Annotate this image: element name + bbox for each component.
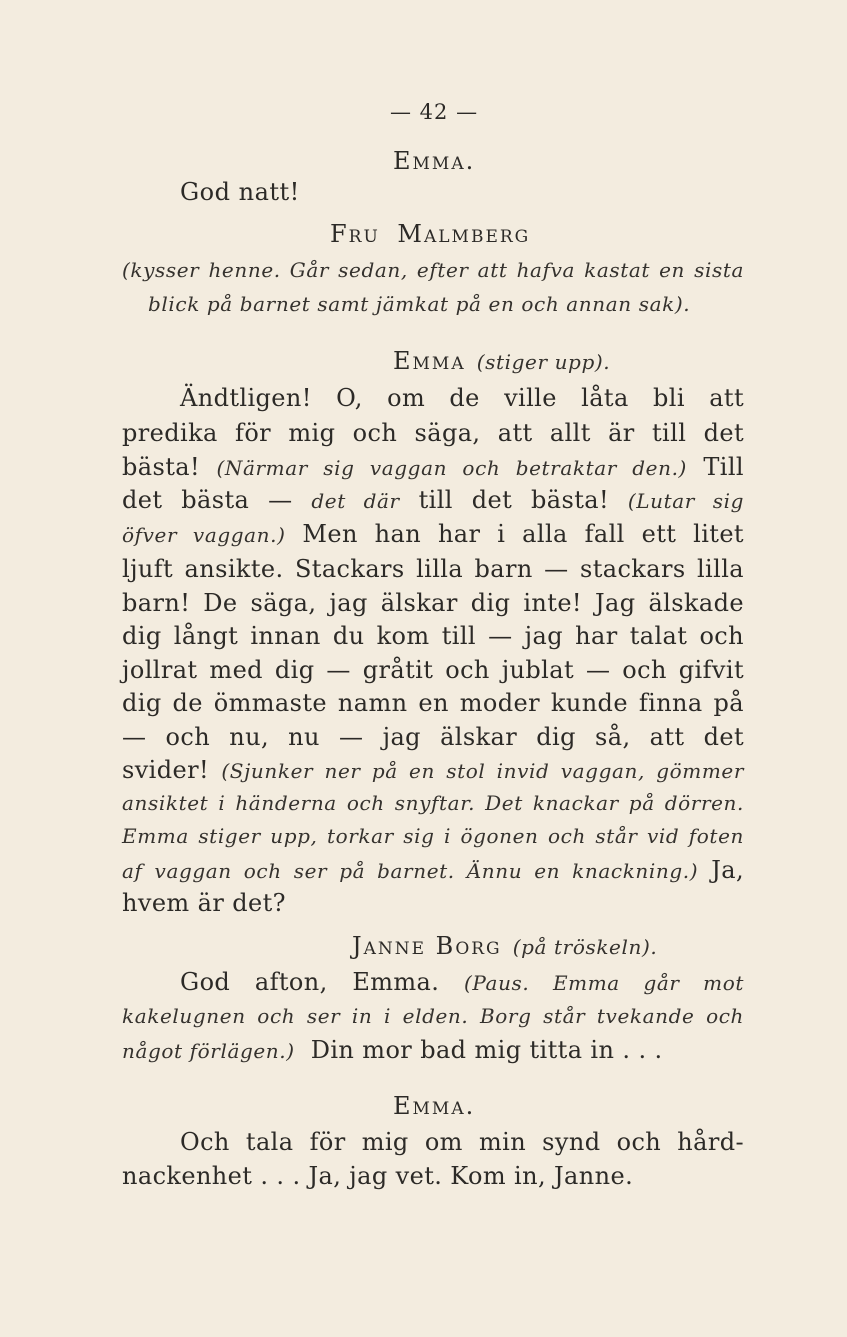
text-line: ljuft ansikte. Stackars lilla barn — stackars lilla (122, 555, 744, 583)
text-line: dig långt innan du kom till — jag har talat och (122, 622, 744, 650)
stage-direction-1: (kysser henne. Går sedan, efter att hafva kastat en sista (122, 258, 744, 282)
text-line (122, 453, 744, 481)
stage-direction: (Sjunker ner på en stol invid vaggan, gömmer (221, 759, 744, 783)
speaker-janne-borg (352, 932, 657, 960)
stage-direction: (Lutar sig (627, 489, 745, 513)
stage-direction: (Närmar sig vaggan och betraktar den.) (216, 456, 687, 480)
text-line (122, 756, 744, 784)
text-line: predika för mig och säga, att allt är till det (122, 419, 744, 447)
text-line (180, 968, 744, 996)
text-span: till det bästa! (418, 486, 609, 514)
emphasis: det där (311, 489, 400, 513)
speaker-emma-2 (393, 347, 610, 375)
text-span: God afton, Emma. (180, 968, 440, 996)
stage-direction-line: Emma stiger upp, torkar sig i ögonen och står vid foten (122, 824, 744, 848)
stage-direction-line: kakelugnen och ser in i elden. Borg står tvekande och (122, 1004, 744, 1028)
speaker-emma-1: Emma. (393, 147, 476, 175)
speaker-first-name: Fru (330, 220, 380, 248)
text-span: svider! (122, 756, 210, 784)
text-span: Men han har i alla fall ett litet (302, 520, 744, 548)
text-line (122, 856, 744, 884)
page-number: — 42 — (390, 100, 479, 124)
text-line: dig de ömmaste namn en moder kunde finna på (122, 689, 744, 717)
text-span: Ja, (711, 856, 744, 884)
stage-direction-line: ansiktet i händerna och snyftar. Det knackar på dörren. (122, 791, 744, 815)
text-line: nackenhet . . . Ja, jag vet. Kom in, Janne. (122, 1162, 634, 1190)
stage-direction-2: blick på barnet samt jämkat på en och annan sak). (148, 292, 691, 316)
text-span: det bästa — (122, 486, 293, 514)
text-line: hvem är det? (122, 889, 286, 917)
text-line (122, 486, 744, 514)
stage-direction: (stiger upp). (476, 350, 611, 374)
stage-direction: öfver vaggan.) (122, 523, 286, 547)
stage-direction: (på tröskeln). (512, 935, 658, 959)
text-line (122, 1036, 663, 1064)
text-span: bästa! (122, 453, 200, 481)
text-line: Ändtligen! O, om de ville låta bli att (180, 384, 744, 412)
text-span: Till (703, 453, 745, 481)
speaker-last-name: Malmberg (397, 220, 531, 248)
stage-direction: (Paus. Emma går mot (463, 971, 744, 995)
stage-direction: något förlägen.) (122, 1039, 295, 1063)
text-line (122, 520, 744, 548)
stage-direction: af vaggan och ser på barnet. Ännu en knackning.) (122, 859, 699, 883)
text-line: barn! De säga, jag älskar dig inte! Jag älskade (122, 589, 744, 617)
text-line: Och tala för mig om min synd och hård- (180, 1128, 744, 1156)
line-god-natt: God natt! (180, 178, 300, 206)
text-span: Din mor bad mig titta in . . . (310, 1036, 663, 1064)
text-line: — och nu, nu — jag älskar dig så, att det (122, 723, 744, 751)
speaker-name: Emma (393, 347, 466, 375)
speaker-name: Janne Borg (352, 932, 502, 960)
speaker-fru-malmberg (330, 220, 530, 248)
text-line: jollrat med dig — gråtit och jublat — och gifvit (122, 656, 744, 684)
speaker-emma-3: Emma. (393, 1092, 476, 1120)
